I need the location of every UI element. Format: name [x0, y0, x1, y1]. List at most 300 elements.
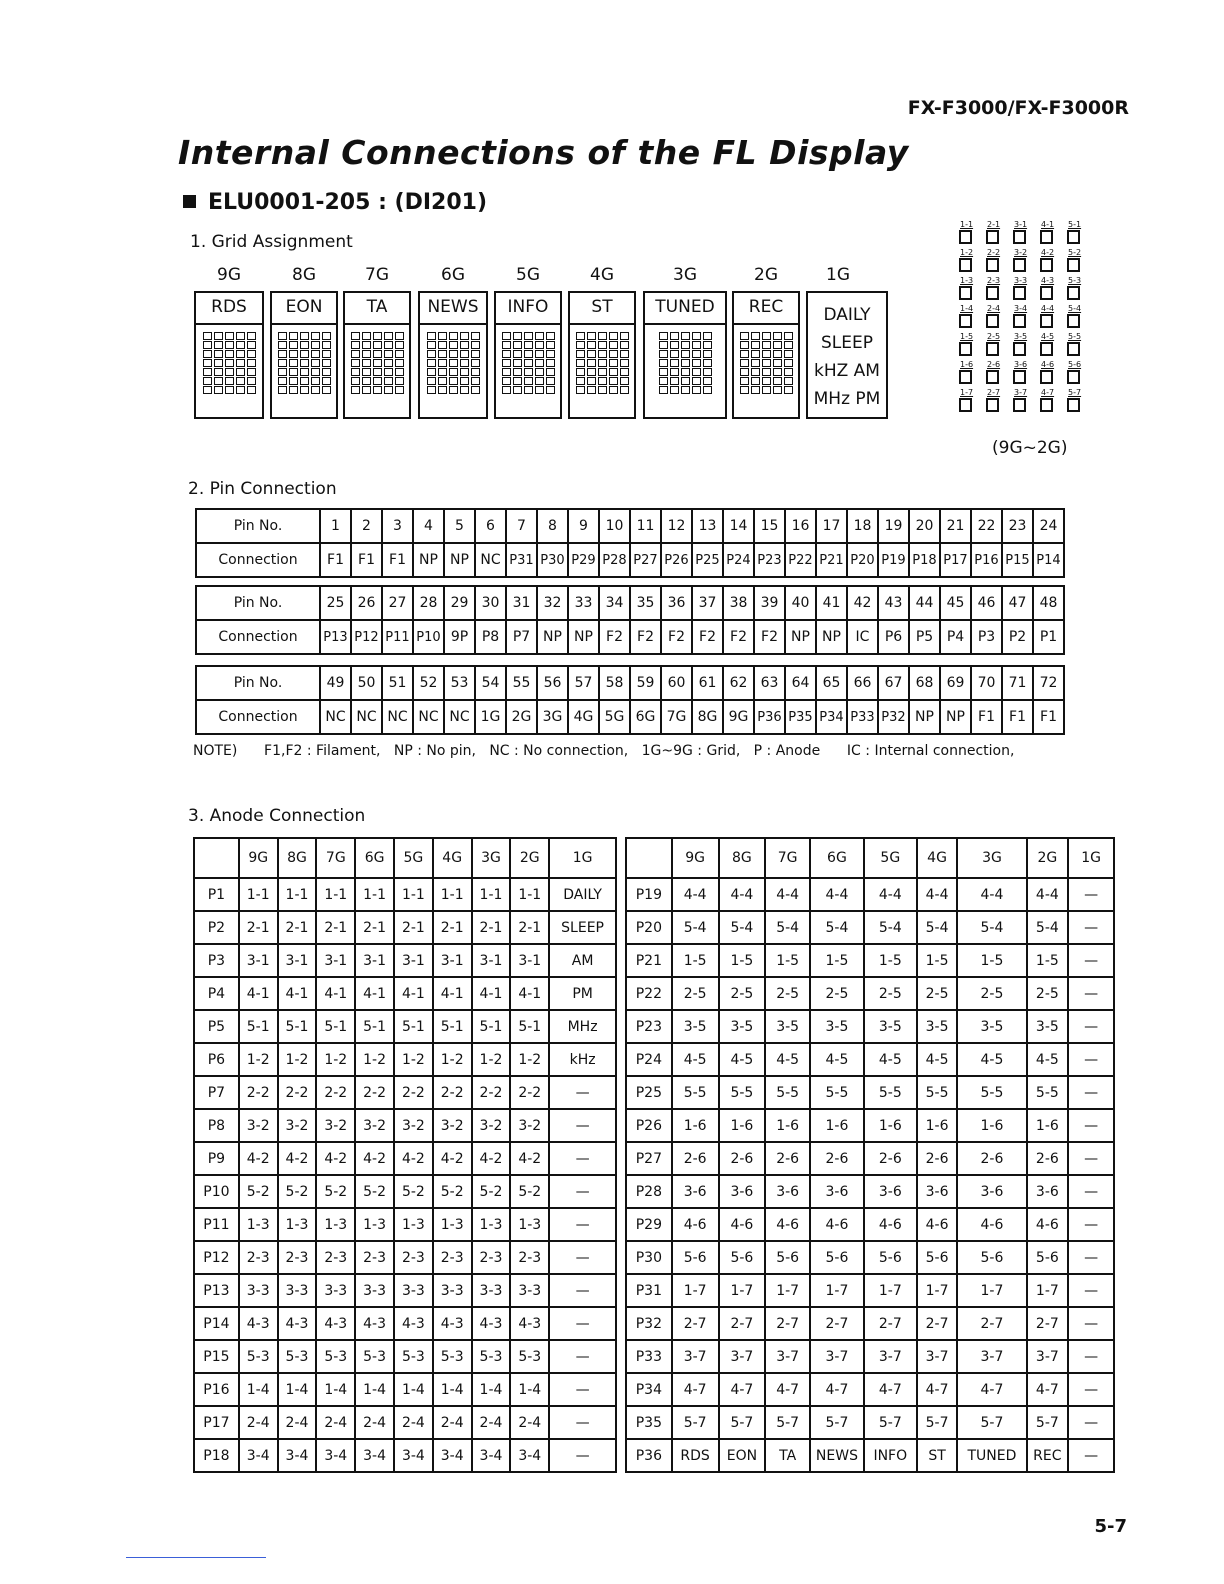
matrix-dot: [692, 386, 701, 394]
anode-value: 3-1: [239, 944, 278, 977]
anode-value: 3-1: [278, 944, 317, 977]
pin-number: 17: [816, 509, 847, 543]
anode-value: 5-6: [1027, 1241, 1069, 1274]
segment-row: [957, 360, 1083, 388]
anode-value: 5-3: [394, 1340, 433, 1373]
matrix-dot: [703, 350, 712, 358]
anode-value: 3-7: [957, 1340, 1026, 1373]
connection-value: P11: [382, 620, 413, 654]
anode-value: 4-2: [355, 1142, 394, 1175]
segment-cell: [1038, 248, 1056, 276]
anode-value: 3-3: [239, 1274, 278, 1307]
model-number: FX-F3000/FX-F3000R: [907, 97, 1129, 119]
anode-value: 2-4: [472, 1406, 511, 1439]
matrix-dot: [311, 332, 320, 340]
dot-matrix: [196, 332, 262, 394]
anode-value: 5-5: [672, 1076, 719, 1109]
matrix-dot: [460, 332, 469, 340]
segment-box: [1040, 370, 1053, 384]
matrix-dot: [351, 368, 360, 376]
segment-box: [1067, 370, 1080, 384]
pin-number-row: [196, 586, 1064, 620]
pin-number: 66: [847, 666, 878, 700]
anode-value: —: [1068, 1439, 1114, 1472]
anode-value: —: [1068, 1340, 1114, 1373]
grid1-indicator: kHZ AM: [814, 361, 880, 381]
anode-value: 2-1: [394, 911, 433, 944]
anode-value: 4-4: [810, 878, 864, 911]
matrix-dot: [322, 341, 331, 349]
matrix-dot: [659, 368, 668, 376]
pin-number: 46: [971, 586, 1002, 620]
anode-value: 3-2: [278, 1109, 317, 1142]
matrix-dot: [502, 377, 511, 385]
anode-value: 1-7: [810, 1274, 864, 1307]
segment-box: [959, 314, 972, 328]
matrix-dot: [513, 332, 522, 340]
anode-value: 3-5: [810, 1010, 864, 1043]
anode-value: 2-2: [278, 1076, 317, 1109]
anode-value: 2-4: [433, 1406, 472, 1439]
connection-value: P7: [506, 620, 537, 654]
matrix-dot: [438, 341, 447, 349]
anode-value: 3-7: [719, 1340, 766, 1373]
anode-pin: P29: [626, 1208, 672, 1241]
anode-value: 5-7: [810, 1406, 864, 1439]
matrix-dot: [609, 341, 618, 349]
segment-label: 4-3: [1041, 276, 1055, 285]
anode-header-cell: 1G: [549, 838, 616, 878]
anode-value: 4-2: [433, 1142, 472, 1175]
matrix-dot: [784, 377, 793, 385]
matrix-dot: [438, 386, 447, 394]
pin-number: 25: [320, 586, 351, 620]
anode-value: 4-1: [278, 977, 317, 1010]
segment-label: 5-1: [1068, 220, 1082, 229]
anode-value: 4-7: [765, 1373, 810, 1406]
anode-value: 5-5: [719, 1076, 766, 1109]
anode-value: 2-5: [917, 977, 958, 1010]
anode-value: 1-1: [239, 878, 278, 911]
anode-value: 2-2: [316, 1076, 355, 1109]
segment-cell: [957, 332, 975, 360]
anode-value: 5-7: [917, 1406, 958, 1439]
matrix-dot: [460, 377, 469, 385]
connection-value: NP: [940, 700, 971, 734]
connection-value: P15: [1002, 543, 1033, 577]
anode-value: 4-6: [957, 1208, 1026, 1241]
anode-header-cell: 9G: [239, 838, 278, 878]
anode-value: —: [549, 1340, 616, 1373]
grid-label-3G: 3G: [673, 265, 697, 285]
segment-label: 4-5: [1041, 332, 1055, 341]
matrix-dot: [659, 359, 668, 367]
segment-box: [1040, 230, 1053, 244]
matrix-dot: [427, 368, 436, 376]
matrix-dot: [300, 341, 309, 349]
pin-number: 50: [351, 666, 382, 700]
matrix-dot: [427, 332, 436, 340]
anode-value: 3-3: [472, 1274, 511, 1307]
anode-value: 2-3: [316, 1241, 355, 1274]
anode-row: [194, 1076, 616, 1109]
segment-box: [1013, 342, 1026, 356]
connection-value: P32: [878, 700, 909, 734]
anode-value: —: [549, 1241, 616, 1274]
pin-number: 62: [723, 666, 754, 700]
segment-label: 2-3: [987, 276, 1001, 285]
segment-row: [957, 276, 1083, 304]
segment-cell: [957, 220, 975, 248]
segment-label: 1-4: [960, 304, 974, 313]
anode-value: MHz: [549, 1010, 616, 1043]
anode-value: 3-5: [1027, 1010, 1069, 1043]
anode-value: 3-5: [957, 1010, 1026, 1043]
anode-value: 4-3: [278, 1307, 317, 1340]
segment-label: 4-4: [1041, 304, 1055, 313]
matrix-dot: [681, 359, 690, 367]
pin-number: 44: [909, 586, 940, 620]
grid-box-title: RDS: [196, 293, 262, 325]
matrix-dot: [362, 359, 371, 367]
pin-number: 34: [599, 586, 630, 620]
matrix-dot: [322, 332, 331, 340]
segment-cell: [1011, 360, 1029, 388]
matrix-dot: [311, 350, 320, 358]
matrix-dot: [300, 332, 309, 340]
matrix-dot: [513, 368, 522, 376]
matrix-dot: [535, 377, 544, 385]
anode-value: 1-4: [433, 1373, 472, 1406]
anode-pin: P27: [626, 1142, 672, 1175]
anode-value: 2-5: [719, 977, 766, 1010]
matrix-dot: [535, 350, 544, 358]
anode-value: —: [1068, 1175, 1114, 1208]
connection-value: P27: [630, 543, 661, 577]
matrix-dot: [225, 332, 234, 340]
anode-row: [626, 1208, 1114, 1241]
pin-number: 54: [475, 666, 506, 700]
matrix-dot: [762, 359, 771, 367]
matrix-dot: [609, 359, 618, 367]
anode-value: 3-3: [433, 1274, 472, 1307]
anode-value: 2-3: [355, 1241, 394, 1274]
anode-value: REC: [1027, 1439, 1069, 1472]
segment-label: 5-7: [1068, 388, 1082, 397]
connection-value: P12: [351, 620, 382, 654]
connection-value: P1: [1033, 620, 1064, 654]
grid-box-5G: [494, 291, 562, 419]
matrix-dot: [427, 377, 436, 385]
anode-value: —: [1068, 878, 1114, 911]
connection-value: 4G: [568, 700, 599, 734]
connection-value: F2: [599, 620, 630, 654]
anode-value: 3-4: [316, 1439, 355, 1472]
matrix-dot: [576, 332, 585, 340]
anode-pin: P4: [194, 977, 239, 1010]
connection-value: P4: [940, 620, 971, 654]
grid-box-title: ST: [570, 293, 634, 325]
matrix-dot: [247, 368, 256, 376]
segment-box: [986, 258, 999, 272]
segment-label: 3-6: [1014, 360, 1028, 369]
anode-value: 1-6: [719, 1109, 766, 1142]
pin-number: 53: [444, 666, 475, 700]
pin-number: 38: [723, 586, 754, 620]
anode-pin: P17: [194, 1406, 239, 1439]
anode-value: 3-5: [917, 1010, 958, 1043]
anode-value: 5-5: [957, 1076, 1026, 1109]
matrix-dot: [427, 359, 436, 367]
connection-value: F1: [1033, 700, 1064, 734]
matrix-dot: [740, 350, 749, 358]
anode-value: 4-3: [239, 1307, 278, 1340]
anode-value: 3-1: [433, 944, 472, 977]
pin-table-2: [195, 585, 1065, 655]
connection-value: P24: [723, 543, 754, 577]
anode-value: 2-2: [355, 1076, 394, 1109]
matrix-dot: [587, 377, 596, 385]
anode-value: 5-5: [864, 1076, 917, 1109]
segment-cell: [1011, 332, 1029, 360]
anode-value: 4-2: [394, 1142, 433, 1175]
connection-value: P35: [785, 700, 816, 734]
matrix-dot: [546, 386, 555, 394]
anode-pin: P13: [194, 1274, 239, 1307]
anode-value: 3-7: [672, 1340, 719, 1373]
pin-number: 71: [1002, 666, 1033, 700]
anode-row: [626, 977, 1114, 1010]
anode-value: 2-2: [510, 1076, 549, 1109]
anode-value: —: [549, 1076, 616, 1109]
segment-label: 5-6: [1068, 360, 1082, 369]
anode-value: —: [1068, 1109, 1114, 1142]
anode-pin: P30: [626, 1241, 672, 1274]
segment-label: 2-1: [987, 220, 1001, 229]
anode-row: [626, 1373, 1114, 1406]
connection-value: P18: [909, 543, 940, 577]
anode-value: 3-5: [765, 1010, 810, 1043]
matrix-dot: [203, 359, 212, 367]
anode-value: 2-4: [510, 1406, 549, 1439]
matrix-dot: [300, 386, 309, 394]
anode-header-cell: 2G: [510, 838, 549, 878]
grid-box-4G: [568, 291, 636, 419]
matrix-dot: [362, 368, 371, 376]
anode-row: [194, 1208, 616, 1241]
anode-pin: P28: [626, 1175, 672, 1208]
grid1-indicator: DAILY: [823, 305, 871, 325]
anode-value: 3-7: [917, 1340, 958, 1373]
matrix-dot: [236, 341, 245, 349]
pin-number: 3: [382, 509, 413, 543]
connection-value: 5G: [599, 700, 630, 734]
pin-label: Pin No.: [196, 666, 320, 700]
anode-pin: P33: [626, 1340, 672, 1373]
anode-value: 2-1: [510, 911, 549, 944]
anode-row: [194, 944, 616, 977]
anode-value: 2-5: [864, 977, 917, 1010]
matrix-dot: [236, 350, 245, 358]
pin-number: 10: [599, 509, 630, 543]
anode-value: PM: [549, 977, 616, 1010]
pin-number: 21: [940, 509, 971, 543]
connection-value: F2: [754, 620, 785, 654]
pin-number: 5: [444, 509, 475, 543]
segment-box: [959, 398, 972, 412]
anode-value: 5-3: [433, 1340, 472, 1373]
matrix-dot: [762, 350, 771, 358]
pin-number: 42: [847, 586, 878, 620]
pin-number: 59: [630, 666, 661, 700]
anode-value: 1-7: [1027, 1274, 1069, 1307]
pin-number: 63: [754, 666, 785, 700]
segment-box: [1013, 286, 1026, 300]
connection-value: P3: [971, 620, 1002, 654]
matrix-dot: [471, 359, 480, 367]
anode-pin: P22: [626, 977, 672, 1010]
anode-row: [626, 1406, 1114, 1439]
pin-number-row: [196, 509, 1064, 543]
anode-value: 3-6: [672, 1175, 719, 1208]
anode-value: 2-6: [719, 1142, 766, 1175]
matrix-dot: [535, 359, 544, 367]
anode-value: 3-4: [433, 1439, 472, 1472]
segment-label: 5-4: [1068, 304, 1082, 313]
anode-value: 5-1: [472, 1010, 511, 1043]
matrix-dot: [703, 368, 712, 376]
matrix-dot: [576, 359, 585, 367]
anode-header-cell: 5G: [394, 838, 433, 878]
matrix-dot: [289, 377, 298, 385]
pin-number: 60: [661, 666, 692, 700]
anode-value: 3-6: [864, 1175, 917, 1208]
matrix-dot: [703, 386, 712, 394]
dot-matrix: [496, 332, 560, 394]
anode-value: 1-3: [316, 1208, 355, 1241]
segment-box: [1067, 286, 1080, 300]
matrix-dot: [681, 386, 690, 394]
matrix-dot: [609, 368, 618, 376]
anode-value: 5-5: [765, 1076, 810, 1109]
matrix-dot: [460, 341, 469, 349]
segment-label: 3-1: [1014, 220, 1028, 229]
segment-cell: [1065, 360, 1083, 388]
matrix-dot: [773, 359, 782, 367]
anode-value: 4-3: [472, 1307, 511, 1340]
anode-value: 1-3: [433, 1208, 472, 1241]
pin-number: 64: [785, 666, 816, 700]
segment-box: [1040, 314, 1053, 328]
matrix-dot: [703, 359, 712, 367]
matrix-dot: [247, 332, 256, 340]
matrix-dot: [546, 350, 555, 358]
matrix-dot: [692, 368, 701, 376]
pin-number: 68: [909, 666, 940, 700]
anode-row: [626, 878, 1114, 911]
anode-row: [626, 1010, 1114, 1043]
anode-row: [626, 1076, 1114, 1109]
anode-value: 1-3: [510, 1208, 549, 1241]
segment-label: 1-7: [960, 388, 974, 397]
anode-value: 3-6: [917, 1175, 958, 1208]
anode-value: 5-4: [864, 911, 917, 944]
anode-value: 4-1: [510, 977, 549, 1010]
matrix-dot: [587, 359, 596, 367]
anode-value: 4-1: [316, 977, 355, 1010]
segment-cell: [1065, 220, 1083, 248]
matrix-dot: [784, 341, 793, 349]
grid-label-5G: 5G: [516, 265, 540, 285]
matrix-dot: [311, 377, 320, 385]
pin-number: 65: [816, 666, 847, 700]
anode-value: 1-7: [957, 1274, 1026, 1307]
matrix-dot: [427, 386, 436, 394]
anode-header-cell: 2G: [1027, 838, 1069, 878]
anode-value: 4-6: [810, 1208, 864, 1241]
anode-value: —: [1068, 977, 1114, 1010]
anode-row: [626, 1439, 1114, 1472]
matrix-dot: [384, 359, 393, 367]
pin-number: 13: [692, 509, 723, 543]
anode-header-cell: 7G: [765, 838, 810, 878]
connection-value: NC: [320, 700, 351, 734]
anode-value: 2-5: [957, 977, 1026, 1010]
anode-pin: P26: [626, 1109, 672, 1142]
anode-header-cell: 3G: [472, 838, 511, 878]
anode-value: 4-1: [355, 977, 394, 1010]
anode-value: 4-1: [239, 977, 278, 1010]
matrix-dot: [546, 341, 555, 349]
anode-value: —: [549, 1142, 616, 1175]
matrix-dot: [427, 350, 436, 358]
pin-number-row: [196, 666, 1064, 700]
segment-label: 1-3: [960, 276, 974, 285]
pin-number: 52: [413, 666, 444, 700]
anode-row: [194, 1274, 616, 1307]
matrix-dot: [373, 332, 382, 340]
matrix-dot: [740, 368, 749, 376]
segment-cell: [1065, 304, 1083, 332]
matrix-dot: [395, 368, 404, 376]
anode-pin: P8: [194, 1109, 239, 1142]
anode-row: [626, 944, 1114, 977]
anode-value: 3-1: [510, 944, 549, 977]
anode-pin: P21: [626, 944, 672, 977]
matrix-dot: [598, 359, 607, 367]
anode-header-cell: 5G: [864, 838, 917, 878]
matrix-dot: [438, 332, 447, 340]
matrix-dot: [773, 386, 782, 394]
matrix-dot: [395, 341, 404, 349]
matrix-dot: [740, 332, 749, 340]
matrix-dot: [609, 350, 618, 358]
connection-value: IC: [847, 620, 878, 654]
matrix-dot: [322, 386, 331, 394]
anode-value: —: [549, 1373, 616, 1406]
anode-value: —: [1068, 1274, 1114, 1307]
anode-value: —: [549, 1208, 616, 1241]
matrix-dot: [203, 377, 212, 385]
matrix-dot: [751, 386, 760, 394]
anode-value: 4-1: [394, 977, 433, 1010]
grid-label-4G: 4G: [590, 265, 614, 285]
anode-value: 3-7: [864, 1340, 917, 1373]
matrix-dot: [247, 350, 256, 358]
segment-label: 3-2: [1014, 248, 1028, 257]
dot-matrix: [734, 332, 798, 394]
anode-pin: P34: [626, 1373, 672, 1406]
